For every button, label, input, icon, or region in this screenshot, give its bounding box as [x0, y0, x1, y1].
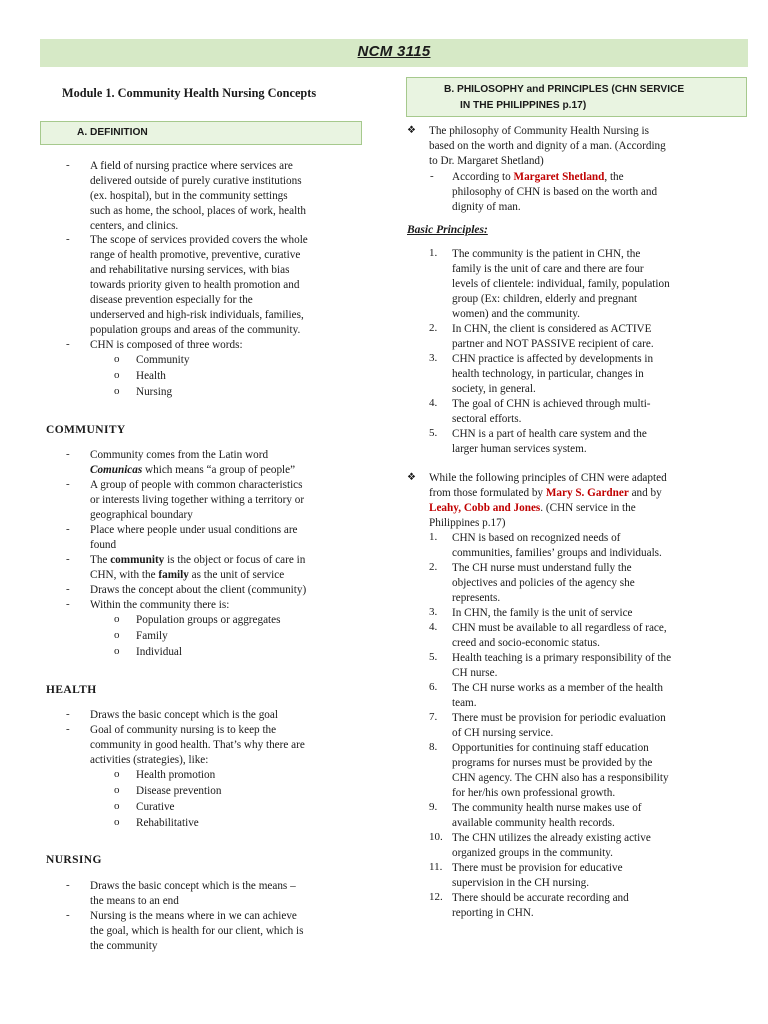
- def-line: towards priority given to health promotion and: [90, 279, 300, 291]
- nursing-heading: NURSING: [46, 854, 102, 866]
- principle-line: of CH nursing service.: [452, 727, 554, 739]
- def-sub: Community: [136, 354, 190, 366]
- basic-line: CHN is a part of health care system and the: [452, 428, 647, 440]
- principle-line: CH nurse.: [452, 667, 498, 679]
- number-marker: 3.: [429, 606, 438, 618]
- basic-line: levels of clientele: individual, family, population: [452, 278, 670, 290]
- def-line: range of health promotive, preventive, curative: [90, 249, 301, 261]
- def-line: and rehabilitative nursing services, with bias: [90, 264, 290, 276]
- principle-line: programs for nurses must be provided by the: [452, 757, 653, 769]
- dash-marker: -: [430, 170, 434, 182]
- number-marker: 9.: [429, 801, 438, 813]
- circle-marker: o: [114, 369, 120, 381]
- dash-marker: -: [66, 909, 70, 921]
- number-marker: 11.: [429, 861, 443, 873]
- number-marker: 4.: [429, 621, 438, 633]
- principle-line: The CH nurse works as a member of the health: [452, 682, 663, 694]
- dash-marker: -: [66, 879, 70, 891]
- community-heading: COMMUNITY: [46, 424, 126, 436]
- community-line: Place where people under usual conditions are: [90, 524, 298, 536]
- header-banner: [40, 39, 748, 67]
- nursing-line: the means to an end: [90, 895, 179, 907]
- leahy-names: Leahy, Cobb and Jones: [429, 502, 541, 514]
- principle-line: CHN must be available to all regardless of race,: [452, 622, 667, 634]
- dash-marker: -: [66, 338, 70, 350]
- basic-line: The community is the patient in CHN, the: [452, 248, 641, 260]
- number-marker: 8.: [429, 741, 438, 753]
- shetland-line: philosophy of CHN is based on the worth and: [452, 186, 658, 198]
- community-sub: Family: [136, 630, 168, 642]
- health-heading: HEALTH: [46, 684, 97, 696]
- community-line: Comunicas which means “a group of people”: [90, 464, 296, 476]
- principle-line: for her/his own professional growth.: [452, 787, 616, 799]
- nursing-line: Nursing is the means where in we can achieve: [90, 910, 297, 922]
- circle-marker: o: [114, 645, 120, 657]
- principle-line: CHN agency. The CHN also has a responsibility: [452, 772, 669, 784]
- basic-line: partner and NOT PASSIVE recipient of care.: [452, 338, 654, 350]
- def-line: underserved and high-risk individuals, families,: [90, 309, 304, 321]
- number-marker: 1.: [429, 531, 438, 543]
- number-marker: 6.: [429, 681, 438, 693]
- principle-line: reporting in CHN.: [452, 907, 534, 919]
- shetland-name: Margaret Shetland: [513, 171, 605, 183]
- number-marker: 2.: [429, 322, 438, 334]
- basic-line: society, in general.: [452, 383, 536, 395]
- health-line: Goal of community nursing is to keep the: [90, 724, 277, 736]
- basic-line: larger human services system.: [452, 443, 587, 455]
- diamond-bullet-icon: ❖: [407, 472, 416, 483]
- dash-marker: -: [66, 598, 70, 610]
- def-line: CHN is composed of three words:: [90, 339, 243, 351]
- principle-line: Health teaching is a primary responsibility of the: [452, 652, 672, 664]
- circle-marker: o: [114, 385, 120, 397]
- nursing-line: the community: [90, 940, 158, 952]
- principle-line: team.: [452, 697, 477, 709]
- def-line: centers, and clinics.: [90, 220, 179, 232]
- module-title: Module 1. Community Health Nursing Concepts: [62, 86, 317, 100]
- dash-marker: -: [66, 523, 70, 535]
- community-sub: Individual: [136, 646, 182, 658]
- number-marker: 2.: [429, 561, 438, 573]
- community-line: or interests living together withing a territory or: [90, 494, 305, 506]
- adapted-line: Leahy, Cobb and Jones. (CHN service in the: [429, 502, 636, 514]
- adapted-line: While the following principles of CHN were adapted: [429, 472, 667, 484]
- circle-marker: o: [114, 800, 120, 812]
- def-line: population groups and areas of the community.: [90, 324, 301, 336]
- dash-marker: -: [66, 723, 70, 735]
- basic-line: sectoral efforts.: [452, 413, 522, 425]
- community-line: Community comes from the Latin word: [90, 449, 269, 461]
- definition-heading: A. DEFINITION: [77, 127, 148, 138]
- health-sub: Health promotion: [136, 769, 216, 781]
- dash-marker: -: [66, 583, 70, 595]
- number-marker: 10.: [429, 831, 443, 843]
- principle-line: CHN is based on recognized needs of: [452, 532, 621, 544]
- principle-line: Opportunities for continuing staff education: [452, 742, 649, 754]
- dash-marker: -: [66, 478, 70, 490]
- gardner-name: Mary S. Gardner: [545, 487, 629, 499]
- basic-line: CHN practice is affected by developments in: [452, 353, 654, 365]
- basic-line: The goal of CHN is achieved through multi-: [452, 398, 651, 410]
- health-line: community in good health. That’s why there are: [90, 739, 305, 751]
- principle-line: The community health nurse makes use of: [452, 802, 642, 814]
- principle-line: There should be accurate recording and: [452, 892, 629, 904]
- principle-line: objectives and policies of the agency she: [452, 577, 635, 589]
- philosophy-line: The philosophy of Community Health Nursing is: [429, 125, 650, 137]
- def-line: The scope of services provided covers the whole: [90, 234, 308, 246]
- dash-marker: -: [66, 708, 70, 720]
- principle-line: There must be provision for educative: [452, 862, 623, 874]
- definition-box: [40, 121, 362, 145]
- community-line: geographical boundary: [90, 509, 193, 521]
- basic-line: women) and the community.: [452, 308, 580, 320]
- health-sub: Rehabilitative: [136, 817, 199, 829]
- circle-marker: o: [114, 768, 120, 780]
- community-line: CHN, with the family as the unit of service: [90, 569, 285, 581]
- principle-line: represents.: [452, 592, 501, 604]
- def-line: A field of nursing practice where services are: [90, 160, 293, 172]
- community-line: found: [90, 539, 117, 551]
- adapted-line: from those formulated by Mary S. Gardner and by: [429, 487, 662, 499]
- basic-line: In CHN, the client is considered as ACTIVE: [452, 323, 652, 335]
- philosophy-box: [406, 77, 747, 117]
- circle-marker: o: [114, 784, 120, 796]
- health-line: activities (strategies), like:: [90, 754, 209, 766]
- principle-line: In CHN, the family is the unit of service: [452, 607, 633, 619]
- community-sub: Population groups or aggregates: [136, 614, 281, 626]
- dash-marker: -: [66, 159, 70, 171]
- course-title: NCM 3115: [357, 43, 431, 60]
- nursing-line: the goal, which is health for our client, which is: [90, 925, 304, 937]
- principle-line: organized groups in the community.: [452, 847, 613, 859]
- community-line: A group of people with common characteristics: [90, 479, 303, 491]
- number-marker: 7.: [429, 711, 438, 723]
- principle-line: There must be provision for periodic evaluation: [452, 712, 666, 724]
- community-line: The community is the object or focus of care in: [90, 554, 306, 566]
- shetland-line: dignity of man.: [452, 201, 521, 213]
- number-marker: 1.: [429, 247, 438, 259]
- dash-marker: -: [66, 233, 70, 245]
- nursing-line: Draws the basic concept which is the means –: [90, 880, 296, 892]
- philosophy-heading-1: B. PHILOSOPHY and PRINCIPLES (CHN SERVICE: [444, 84, 685, 95]
- circle-marker: o: [114, 613, 120, 625]
- health-sub: Curative: [136, 801, 175, 813]
- basic-principles-heading: Basic Principles:: [407, 224, 488, 236]
- philosophy-heading-2: IN THE PHILIPPINES p.17): [460, 100, 587, 111]
- def-line: such as home, the school, places of work, health: [90, 205, 306, 217]
- basic-line: health technology, in particular, changes in: [452, 368, 644, 380]
- number-marker: 4.: [429, 397, 438, 409]
- community-line: Draws the concept about the client (community): [90, 584, 307, 596]
- health-sub: Disease prevention: [136, 785, 222, 797]
- circle-marker: o: [114, 816, 120, 828]
- basic-line: family is the unit of care and there are four: [452, 263, 644, 275]
- principle-line: creed and socio-economic status.: [452, 637, 600, 649]
- number-marker: 12.: [429, 891, 443, 903]
- number-marker: 3.: [429, 352, 438, 364]
- def-line: disease prevention especially for the: [90, 294, 253, 306]
- circle-marker: o: [114, 629, 120, 641]
- principle-line: communities, families’ groups and individuals.: [452, 547, 662, 559]
- adapted-line: Philippines p.17): [429, 517, 506, 529]
- def-line: delivered outside of purely curative institutions: [90, 175, 302, 187]
- principle-line: The CHN utilizes the already existing active: [452, 832, 651, 844]
- def-line: (ex. hospital), but in the community settings: [90, 190, 288, 202]
- community-line: Within the community there is:: [90, 599, 230, 611]
- def-sub: Health: [136, 370, 166, 382]
- circle-marker: o: [114, 353, 120, 365]
- health-line: Draws the basic concept which is the goal: [90, 709, 278, 721]
- shetland-line: According to Margaret Shetland, the: [452, 171, 624, 183]
- latin-word: Comunicas: [90, 464, 143, 476]
- def-sub: Nursing: [136, 386, 173, 398]
- diamond-bullet-icon: ❖: [407, 125, 416, 136]
- philosophy-line: to Dr. Margaret Shetland): [429, 155, 544, 167]
- number-marker: 5.: [429, 427, 438, 439]
- principle-line: available community health records.: [452, 817, 615, 829]
- principle-line: The CH nurse must understand fully the: [452, 562, 632, 574]
- basic-line: group (Ex: children, elderly and pregnant: [452, 293, 638, 305]
- dash-marker: -: [66, 448, 70, 460]
- principle-line: supervision in the CH nursing.: [452, 877, 590, 889]
- number-marker: 5.: [429, 651, 438, 663]
- philosophy-line: based on the worth and dignity of a man. (According: [429, 140, 666, 152]
- dash-marker: -: [66, 553, 70, 565]
